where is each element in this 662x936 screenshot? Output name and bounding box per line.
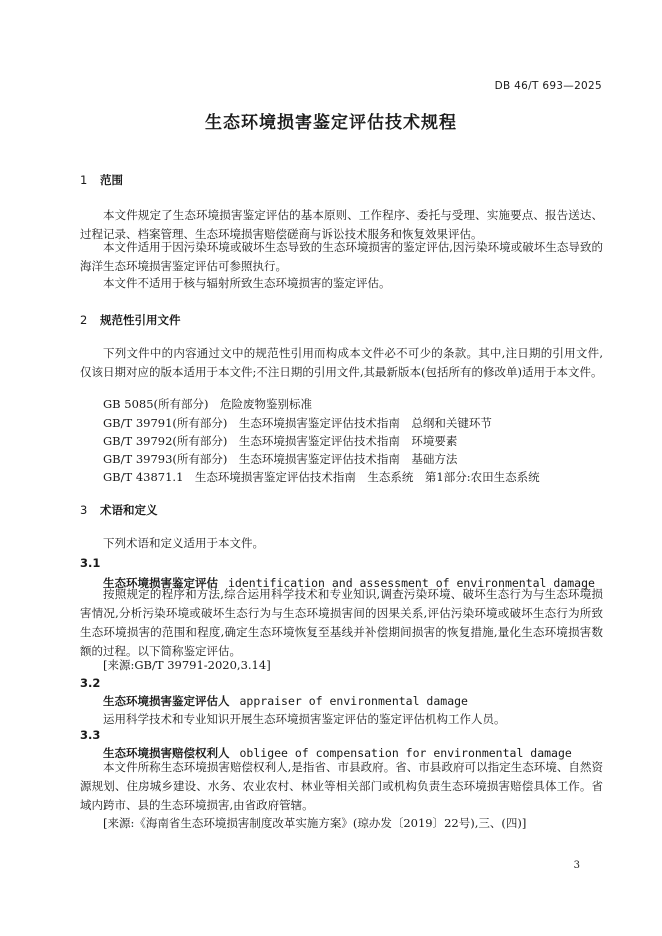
reference-item: GB/T 39791(所有部分) 生态环境损害鉴定评估技术指南 总纲和关键环节 (103, 416, 492, 430)
term-english: obligee of compensation for environmental damage (239, 746, 572, 760)
paragraph: 本文件规定了生态环境损害鉴定评估的基本原则、工作程序、委托与受理、实施要点、报告送达、过程记录、档案管理、生态环境损害赔偿磋商与诉讼技术服务和恢复效果评估。 (80, 208, 603, 241)
term-definition: 本文件所称生态环境损害赔偿权利人,是指省、市县政府。省、市县政府可以指定生态环境、自然资源规划、住房城乡建设、水务、农业农村、林业等相关部门或机构负责生态环境损害赔偿具体工作。省域内跨市、县的生态环境损害,由省政府管辖。 (80, 760, 603, 812)
term-chinese: 生态环境损害赔偿权利人 (103, 746, 230, 760)
section-2-heading (80, 312, 181, 328)
section-title: 术语和定义 (100, 503, 158, 517)
document-title: 生态环境损害鉴定评估技术规程 (205, 113, 457, 133)
section-1-heading (80, 172, 123, 188)
term-definition: 按照规定的程序和方法,综合运用科学技术和专业知识,调查污染环境、破坏生态行为与生态环境损害情况,分析污染环境或破坏生态行为与生态环境损害间的因果关系,评估污染环境或破坏生态行为所致生态环境损害的范围和程度,确定生态环境恢复至基线并补偿期间损害的恢复措施,量化生态环境损害数额的过程。以下简称鉴定评估。 (80, 587, 603, 658)
section-number: 2 (80, 313, 88, 327)
term-english: identification and assessment of environmental damage (228, 576, 595, 590)
paragraph: 本文件不适用于核与辐射所致生态环境损害的鉴定评估。 (103, 276, 391, 290)
section-title: 范围 (100, 173, 123, 187)
term-definition: 运用科学技术和专业知识开展生态环境损害鉴定评估的鉴定评估机构工作人员。 (103, 712, 506, 726)
section-title: 规范性引用文件 (100, 313, 181, 327)
clause-number: 3.3 (80, 728, 101, 742)
section-number: 1 (80, 173, 88, 187)
term-entry (103, 693, 468, 709)
clause-number: 3.1 (80, 556, 101, 570)
term-source: [来源:GB/T 39791-2020,3.14] (103, 658, 271, 672)
paragraph: 本文件适用于因污染环境或破坏生态导致的生态环境损害的鉴定评估,因污染环境或破坏生态导致的海洋生态环境损害鉴定评估可参照执行。 (80, 240, 603, 273)
term-source: [来源:《海南省生态环境损害制度改革实施方案》(琼办发〔2019〕22号),三、(四)] (103, 816, 527, 830)
paragraph: 下列术语和定义适用于本文件。 (103, 536, 264, 550)
reference-item: GB/T 43871.1 生态环境损害鉴定评估技术指南 生态系统 第1部分:农田生态系统 (103, 470, 540, 484)
term-chinese: 生态环境损害鉴定评估 (103, 576, 218, 590)
clause-number: 3.2 (80, 676, 101, 690)
reference-item: GB/T 39793(所有部分) 生态环境损害鉴定评估技术指南 基础方法 (103, 452, 458, 466)
standard-number: DB 46/T 693—2025 (494, 80, 602, 92)
section-number: 3 (80, 503, 88, 517)
reference-item: GB 5085(所有部分) 危险废物鉴别标准 (103, 397, 313, 411)
reference-item: GB/T 39792(所有部分) 生态环境损害鉴定评估技术指南 环境要素 (103, 434, 458, 448)
term-chinese: 生态环境损害鉴定评估人 (103, 694, 230, 708)
page-number: 3 (573, 860, 580, 871)
term-english: appraiser of environmental damage (239, 694, 468, 708)
paragraph: 下列文件中的内容通过文中的规范性引用而构成本文件必不可少的条款。其中,注日期的引用文件,仅该日期对应的版本适用于本文件;不注日期的引用文件,其最新版本(包括所有的修改单)适用于本文件。 (80, 346, 603, 379)
section-3-heading (80, 502, 158, 518)
